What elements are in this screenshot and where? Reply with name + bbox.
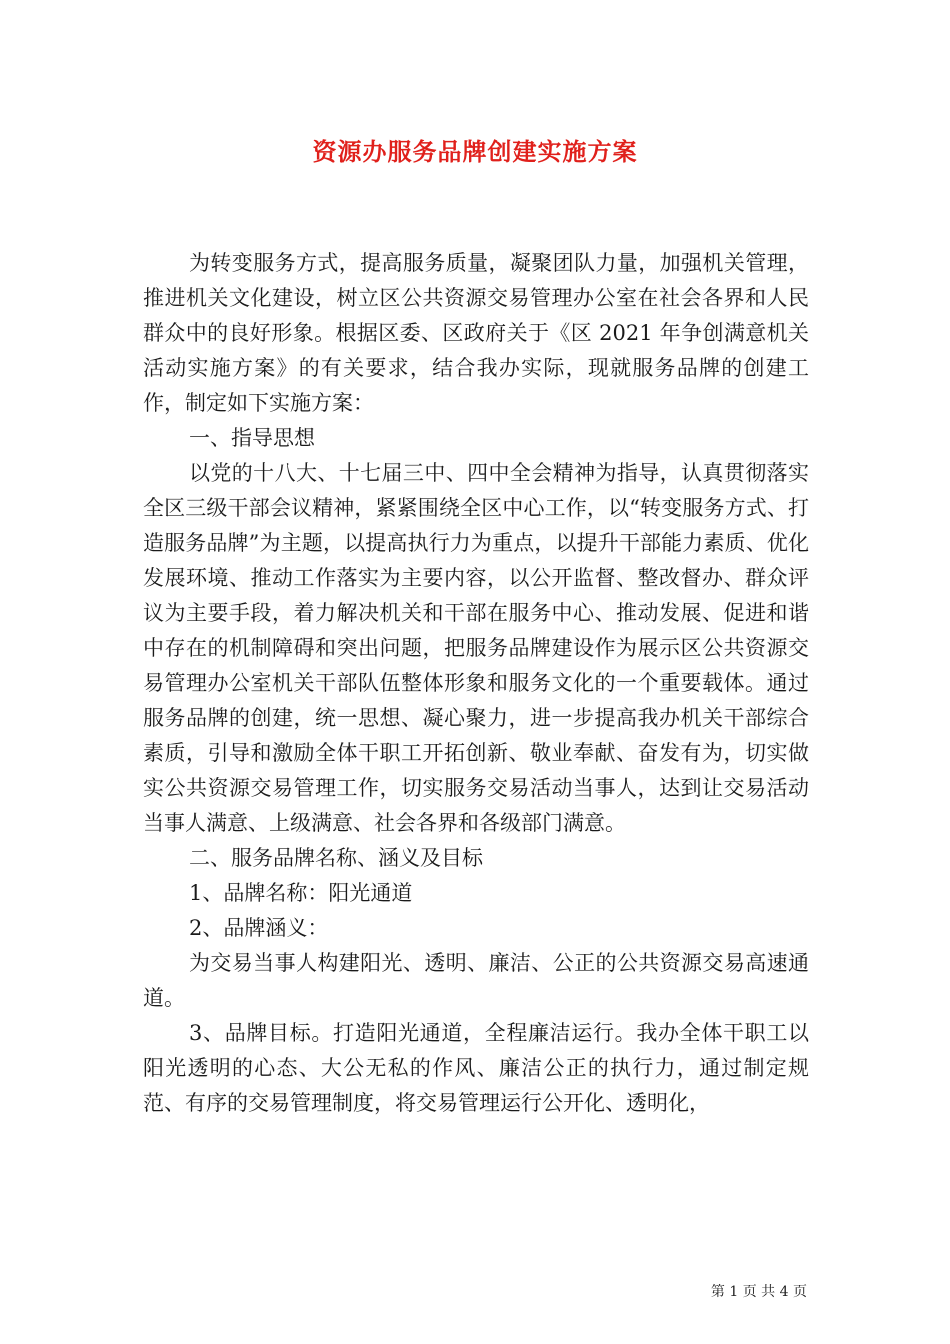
document-title: 资源办服务品牌创建实施方案 [312,137,638,166]
paragraph-intro: 为转变服务方式，提高服务质量，凝聚团队力量，加强机关管理，推进机关文化建设，树立区公共资源交易管理办公室在社会各界和人民群众中的良好形象。根据区委、区政府关于《区 2021 年争创满意机关活动实施方案》的有关要求，结合我办实际，现就服务品牌的创建工作，制定如下实施方案： [143,251,809,415]
paragraph-guiding-ideology: 以党的十八大、十七届三中、四中全会精神为指导，认真贯彻落实全区三级干部会议精神，紧紧围绕全区中心工作，以“转变服务方式、打造服务品牌”为主题，以提高执行力为重点，以提升干部能力素质、优化发展环境、推动工作落实为主要内容，以公开监督、整改督办、群众评议为主要手段，着力解决机关和干部在服务中心、推动发展、促进和谐中存在的机制障碍和突出问题，把服务品牌建设作为展示区公共资源交易管理办公室机关干部队伍整体形象和服务文化的一个重要载体。通过服务品牌的创建，统一思想、凝心聚力，进一步提高我办机关干部综合素质，引导和激励全体干职工开拓创新、敬业奉献、奋发有为，切实做实公共资源交易管理工作，切实服务交易活动当事人，达到让交易活动当事人满意、上级满意、社会各界和各级部门满意。 [143,461,809,835]
paragraph-brand-name: 1、品牌名称：阳光通道 [189,881,413,905]
section-heading-2: 二、服务品牌名称、涵义及目标 [189,846,483,870]
document-body [143,246,809,1121]
paragraph-brand-meaning-label: 2、品牌涵义： [189,916,329,940]
paragraph-brand-meaning: 为交易当事人构建阳光、透明、廉洁、公正的公共资源交易高速通道。 [143,951,809,1010]
page-number: 第 1 页 共 4 页 [710,1284,807,1300]
section-heading-1: 一、指导思想 [189,426,315,450]
paragraph-brand-goal: 3、品牌目标。打造阳光通道，全程廉洁运行。我办全体干职工以阳光透明的心态、大公无私的作风、廉洁公正的执行力，通过制定规范、有序的交易管理制度，将交易管理运行公开化、透明化， [143,1021,809,1115]
